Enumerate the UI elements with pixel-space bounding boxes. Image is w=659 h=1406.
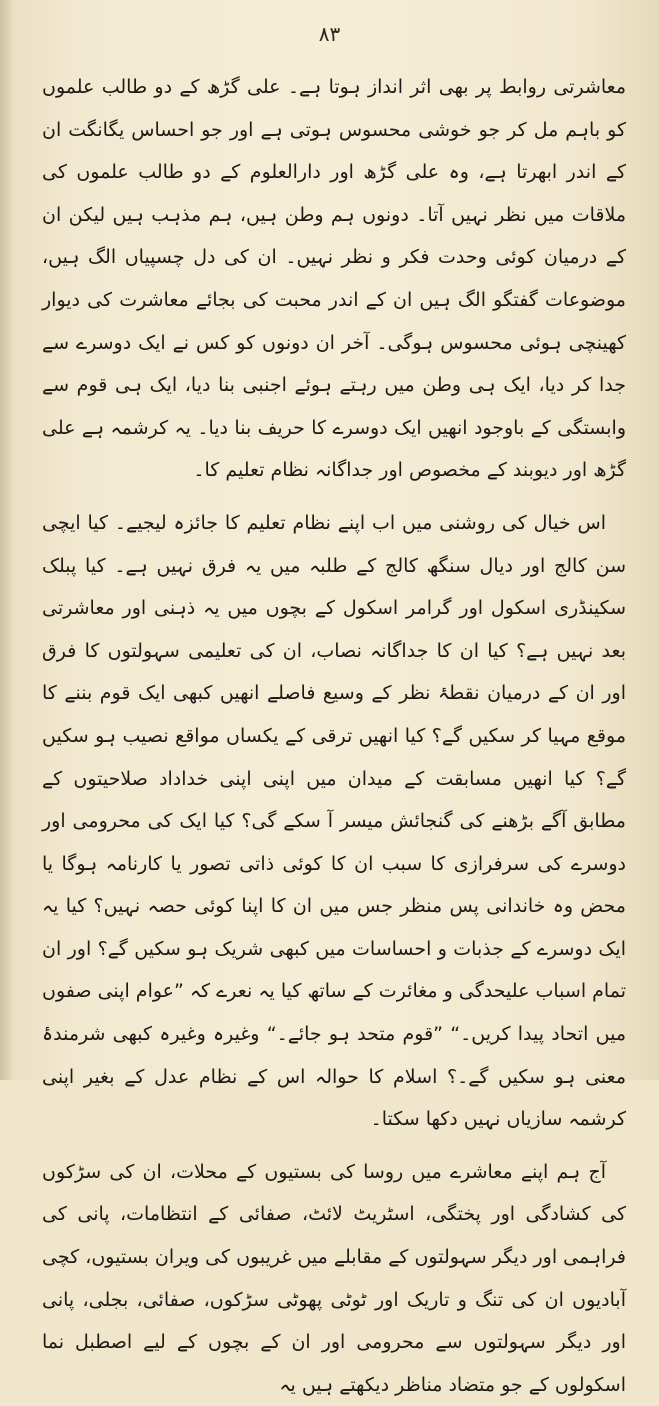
paragraph-1: معاشرتی روابط پر بھی اثر انداز ہوتا ہے۔ علی گڑھ کے دو طالب علموں کو باہم مل کر جو خوشی محسوس ہوتی ہے اور جو احساس یگانگت ان کے اندر ابھرتا ہے، وہ علی گڑھ اور دارالعلوم کے دو طالب علموں کی ملاقات میں نظر نہیں آتا۔ دونوں ہم وطن ہیں، ہم مذہب ہیں لیکن ان کے درمیان کوئی وحدت فکر و نظر نہیں۔ ان کی دل چسپیاں الگ ہیں، موضوعات گفتگو الگ ہیں ان کے اندر محبت کی بجائے معاشرت کی دیوار کھینچی ہوئی محسوس ہوگی۔ آخر ان دونوں کو کس نے ایک دوسرے سے جدا کر دیا، ایک ہی وطن میں رہتے ہوئے اجنبی بنا دیا، ایک ہی قوم سے وابستگی کے باوجود انھیں ایک دوسرے کا حریف بنا دیا۔ یہ کرشمہ ہے علی گڑھ اور دیوبند کے مخصوص اور جداگانہ نظام تعلیم کا۔ bbox=[42, 76, 626, 482]
page-number: ۸۳ bbox=[318, 22, 341, 46]
page-gutter-shadow bbox=[0, 0, 14, 1080]
paragraph-2: اس خیال کی روشنی میں اب اپنے نظام تعلیم کا جائزہ لیجیے۔ کیا ایچی سن کالج اور دیال سنگھ کالج کے طلبہ میں یہ فرق نہیں ہے۔ کیا پبلک سکینڈری اسکول اور گرامر اسکول کے بچوں میں یہ ذہنی اور معاشرتی بعد نہیں ہے؟ کیا ان کا جداگانہ نصاب، ان کی تعلیمی سہولتوں کا فرق اور ان کے درمیان نقطۂ نظر کے وسیع فاصلے انھیں کبھی ایک قوم بننے کا موقع مہیا کر سکیں گے؟ کیا انھیں ترقی کے یکساں مواقع نصیب ہو سکیں گے؟ کیا انھیں مسابقت کے میدان میں اپنی اپنی خداداد صلاحیتوں کے مطابق آگے بڑھنے کی گنجائش میسر آ سکے گی؟ کیا ایک کی محرومی اور دوسرے کی سرفرازی کا سبب ان کا کوئی ذاتی تصور یا کارنامہ ہوگا یا محض وہ خاندانی پس منظر جس میں ان کا اپنا کوئی حصہ نہیں؟ کیا یہ ایک دوسرے کے جذبات و احساسات میں کبھی شریک ہو سکیں گے؟ اور ان تمام اسباب علیحدگی و مغائرت کے ساتھ کیا یہ نعرے کہ ”عوام اپنی صفوں میں اتحاد پیدا کریں۔“ ”قوم متحد ہو جائے۔“ وغیرہ وغیرہ کبھی شرمندۂ معنی ہو سکیں گے۔؟ اسلام کا حوالہ اس کے نظام عدل کے بغیر اپنی کرشمہ سازیاں نہیں دکھا سکتا۔ bbox=[42, 511, 626, 1131]
body-text bbox=[42, 66, 626, 1406]
paragraph-3: آج ہم اپنے معاشرے میں روسا کی بستیوں کے محلات، ان کی سڑکوں کی کشادگی اور پختگی، اسٹریٹ لائٹ، صفائی کے انتظامات، پانی کی فراہمی اور دیگر سہولتوں کے مقابلے میں غریبوں کی ویران بستیوں، کچی آبادیوں ان کی تنگ و تاریک اور ٹوٹی پھوٹی سڑکوں، صفائی، بجلی، پانی اور دیگر سہولتوں سے محرومی اور ان کے بچوں کے لیے اصطبل نما اسکولوں کے جو متضاد مناظر دیکھتے ہیں یہ bbox=[42, 1160, 626, 1396]
